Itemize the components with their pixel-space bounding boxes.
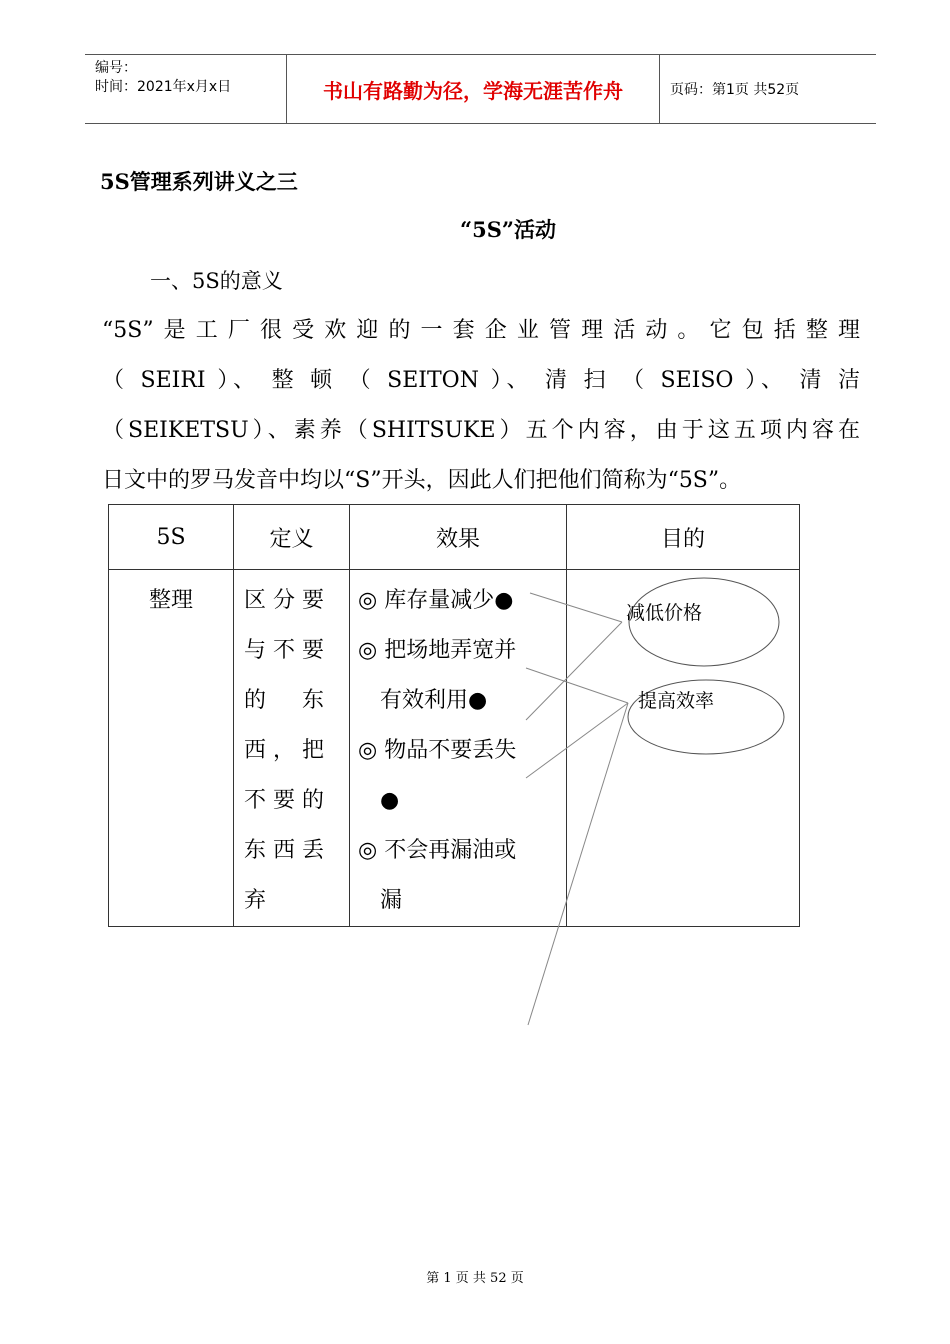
effect-line: ◎ 库存量减少●: [358, 588, 514, 613]
effect-line: ●: [358, 788, 400, 813]
effect-line: 有效利用●: [358, 688, 488, 713]
paragraph-line: “5S”是工厂很受欢迎的一套企业管理活动。它包括整理: [102, 318, 860, 343]
effect-line: ◎ 物品不要丢失: [358, 738, 517, 763]
header-time-label: 时间：2021年x月x日: [95, 79, 232, 95]
header-number-label: 编号：: [95, 60, 137, 76]
definition-line: 区 分 要: [244, 588, 324, 613]
section-main-title: “5S”活动: [460, 217, 556, 242]
definition-line: 与 不 要: [244, 638, 324, 663]
definition-line: 不 要 的: [244, 788, 324, 813]
connector-line: [530, 593, 622, 622]
definition-line: 的 东: [244, 688, 324, 713]
definition-line: 弃: [244, 888, 267, 913]
table-header-5s: 5S: [109, 505, 234, 570]
header-motto: 书山有路勤为径，学海无涯苦作舟: [287, 55, 660, 123]
section-heading: 一、5S的意义: [150, 269, 283, 293]
table-header-goal: 目的: [567, 505, 800, 570]
header-page-label: 页码：第1页 共52页: [670, 82, 800, 98]
paragraph-line: 日文中的罗马发音中均以“S”开头，因此人们把他们简称为“5S”。: [102, 468, 742, 493]
goal-improve-efficiency: 提高效率: [638, 690, 715, 712]
definition-line: 西 ， 把: [244, 738, 324, 763]
connector-line: [526, 668, 628, 703]
page-footer: 第 1 页 共 52 页: [426, 1271, 524, 1286]
connector-line: [526, 703, 628, 778]
connector-line: [528, 703, 628, 1025]
table-header-effect: 效果: [350, 505, 567, 570]
effect-line: 漏: [358, 888, 403, 913]
document-title: 5S管理系列讲义之三: [100, 169, 298, 194]
paragraph-line: （ SEIRI ）、 整 顿 （ SEITON ）、 清 扫 （ SEISO ）、 清 洁: [102, 368, 860, 393]
definition-line: 东 西 丢: [244, 838, 324, 863]
row-name: 整理: [109, 570, 234, 927]
connector-line: [526, 622, 622, 720]
paragraph-line: （SEIKETSU）、素养（SHITSUKE）五个内容，由于这五项内容在: [102, 418, 860, 443]
effect-line: ◎ 不会再漏油或: [358, 838, 517, 863]
goal-reduce-cost: 减低价格: [626, 602, 703, 624]
table-header-definition: 定义: [234, 505, 350, 570]
effect-line: ◎ 把场地弄宽并: [358, 638, 517, 663]
